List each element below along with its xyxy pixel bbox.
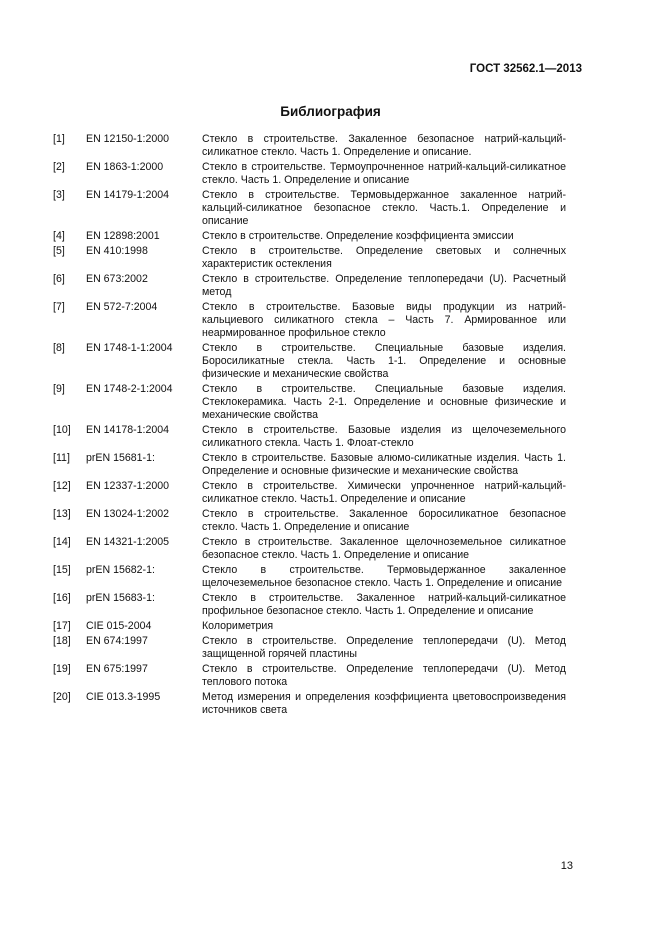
entry-description: Стекло в строительстве. Определение теплопередачи (U). Метод защищенной горячей пластины xyxy=(202,634,566,660)
entry-number: [8] xyxy=(53,341,65,354)
entry-description: Стекло в строительстве. Специальные базовые изделия. Стеклокерамика. Часть 2-1. Определение и основные физические и механические свойства xyxy=(202,382,566,421)
entry-standard-code: prEN 15683-1: xyxy=(86,591,155,604)
entry-number: [3] xyxy=(53,189,65,201)
bibliography-title: Библиография xyxy=(280,104,381,119)
bibliography-list xyxy=(0,133,661,719)
entry-description: Стекло в строительстве. Определение коэффициента эмиссии xyxy=(202,229,514,242)
bibliography-entry xyxy=(0,663,661,689)
entry-description: Метод измерения и определения коэффициента цветовоспроизведения источников света xyxy=(202,690,566,716)
entry-standard-code: EN 13024-1:2002 xyxy=(86,507,170,520)
entry-description: Стекло в строительстве. Определение световых и солнечных характеристик остекления xyxy=(202,245,566,270)
entry-standard-code: prEN 15681-1: xyxy=(86,451,155,464)
entry-number: [15] xyxy=(53,563,71,576)
entry-description: Стекло в строительстве. Закаленное натрий-кальций-силикатное профильное безопасное стекло. Часть 1. Определение и описание xyxy=(202,591,566,617)
entry-description: Стекло в строительстве. Базовые изделия из щелочеземельного силикатного стекла. Часть 1. Флоат-стекло xyxy=(202,423,566,449)
bibliography-entry xyxy=(0,230,661,243)
entry-standard-code: CIE 015-2004 xyxy=(86,619,152,632)
entry-number: [20] xyxy=(53,690,71,703)
bibliography-entry xyxy=(0,620,661,633)
bibliography-entry xyxy=(0,383,661,422)
entry-standard-code: EN 1748-1-1:2004 xyxy=(86,341,173,354)
entry-number: [17] xyxy=(53,619,71,632)
entry-description: Стекло в строительстве. Определение теплопередачи (U). Расчетный метод xyxy=(202,273,566,298)
page-number: 13 xyxy=(560,860,573,872)
bibliography-entry xyxy=(0,133,661,159)
entry-standard-code: EN 14178-1:2004 xyxy=(86,423,170,436)
bibliography-entry xyxy=(0,564,661,590)
bibliography-entry xyxy=(0,452,661,478)
entry-standard-code: EN 14321-1:2005 xyxy=(86,535,170,548)
entry-number: [6] xyxy=(53,273,65,285)
entry-description: Стекло в строительстве. Закаленное щелочноземельное силикатное безопасное стекло. Часть 1. Определение и описание xyxy=(202,535,566,561)
entry-description: Стекло в строительстве. Химически упрочненное натрий-кальций-силикатное стекло. Часть1. Определение и описание xyxy=(202,479,566,505)
entry-number: [14] xyxy=(53,535,71,548)
entry-description: Стекло в строительстве. Термовыдержанное закаленное натрий-кальций-силикатное безопасное стекло. Часть.1. Определение и описание xyxy=(202,189,566,227)
entry-description: Стекло в строительстве. Базовые виды продукции из натрий-кальциевого силикатного стекла – Часть 7. Армированное или неармированное профильное стекло xyxy=(202,301,566,339)
entry-standard-code: EN 673:2002 xyxy=(86,273,148,285)
entry-number: [5] xyxy=(53,245,65,257)
entry-standard-code: EN 12898:2001 xyxy=(86,229,160,242)
bibliography-entry xyxy=(0,273,661,299)
bibliography-entry xyxy=(0,635,661,661)
bibliography-entry xyxy=(0,508,661,534)
entry-description: Стекло в строительстве. Специальные базовые изделия. Боросиликатные стекла. Часть 1-1. Определение и основные физические и механические свойства xyxy=(202,341,566,380)
entry-description: Стекло в строительстве. Закаленное боросиликатное безопасное стекло. Часть 1. Определение и описание xyxy=(202,507,566,533)
entry-number: [9] xyxy=(53,382,65,395)
entry-number: [12] xyxy=(53,479,71,492)
bibliography-entry xyxy=(0,592,661,618)
entry-standard-code: prEN 15682-1: xyxy=(86,563,155,576)
entry-number: [7] xyxy=(53,301,65,313)
bibliography-entry xyxy=(0,536,661,562)
entry-standard-code: EN 572-7:2004 xyxy=(86,301,158,313)
entry-standard-code: EN 12337-1:2000 xyxy=(86,479,170,492)
entry-standard-code: EN 1748-2-1:2004 xyxy=(86,382,173,395)
entry-number: [13] xyxy=(53,507,71,520)
entry-standard-code: EN 12150-1:2000 xyxy=(86,133,170,145)
entry-number: [2] xyxy=(53,161,65,173)
entry-description: Стекло в строительстве. Термоупрочненное натрий-кальций-силикатное стекло. Часть 1. Определение и описание xyxy=(202,161,566,186)
document-header: ГОСТ 32562.1—2013 xyxy=(469,63,582,75)
entry-number: [16] xyxy=(53,591,71,604)
entry-standard-code: EN 1863-1:2000 xyxy=(86,161,164,173)
entry-description: Стекло в строительстве. Закаленное безопасное натрий-кальций-силикатное стекло. Часть 1. Определение и описание. xyxy=(202,133,566,158)
bibliography-entry xyxy=(0,161,661,187)
entry-description: Колориметрия xyxy=(202,619,274,632)
bibliography-entry xyxy=(0,301,661,340)
entry-description: Стекло в строительстве. Базовые алюмо-силикатные изделия. Часть 1. Определение и основные физические и механические свойства xyxy=(202,451,566,477)
entry-number: [19] xyxy=(53,662,71,675)
entry-number: [10] xyxy=(53,423,71,436)
bibliography-entry xyxy=(0,189,661,228)
entry-standard-code: CIE 013.3-1995 xyxy=(86,690,161,703)
entry-standard-code: EN 674:1997 xyxy=(86,634,148,647)
bibliography-entry xyxy=(0,342,661,381)
bibliography-entry xyxy=(0,245,661,271)
entry-description: Стекло в строительстве. Термовыдержанное закаленное щелочеземельное безопасное стекло. Часть 1. Определение и описание xyxy=(202,563,566,589)
entry-number: [1] xyxy=(53,133,65,145)
bibliography-entry xyxy=(0,424,661,450)
bibliography-entry xyxy=(0,691,661,717)
entry-standard-code: EN 675:1997 xyxy=(86,662,148,675)
entry-standard-code: EN 14179-1:2004 xyxy=(86,189,170,201)
bibliography-entry xyxy=(0,480,661,506)
entry-number: [4] xyxy=(53,229,65,242)
entry-standard-code: EN 410:1998 xyxy=(86,245,148,257)
entry-number: [18] xyxy=(53,634,71,647)
entry-description: Стекло в строительстве. Определение теплопередачи (U). Метод теплового потока xyxy=(202,662,566,688)
entry-number: [11] xyxy=(53,451,70,464)
